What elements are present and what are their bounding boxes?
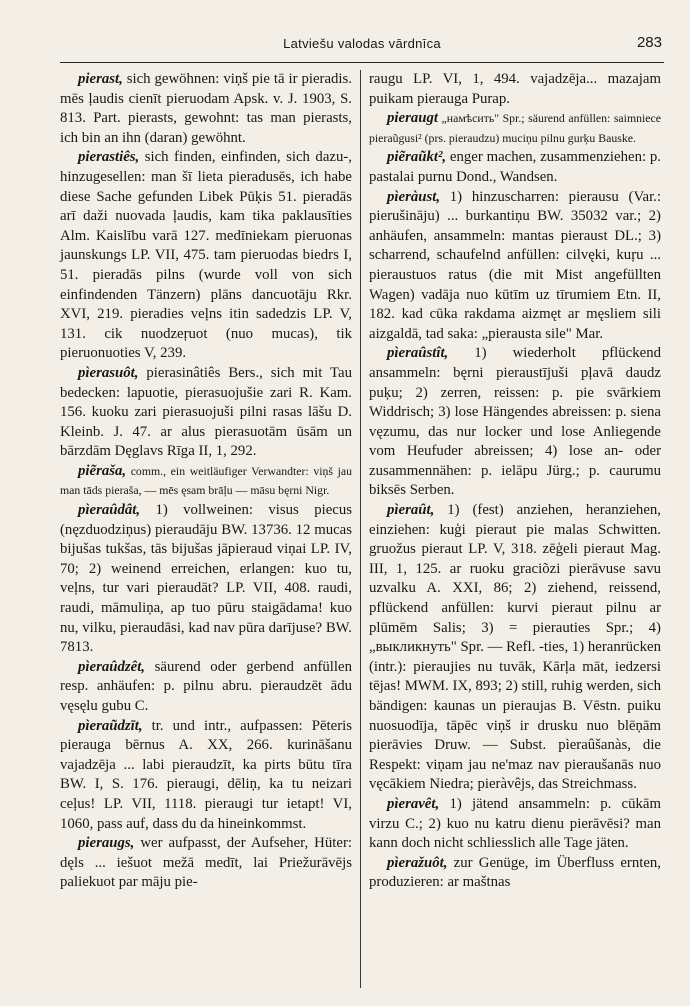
entry-text: 1) jätend ansammeln: p. cūkām virzu C.; 2) kuo nu katru dienu pierāvēsi? man kann doch nicht schliesslich alle Tage jäten. bbox=[369, 795, 661, 852]
entry-headword: piẽraũkt², bbox=[387, 149, 447, 166]
dictionary-entry bbox=[60, 658, 352, 717]
entry-headword: pieraugt bbox=[387, 110, 438, 127]
dictionary-entry bbox=[369, 501, 661, 795]
dictionary-entry bbox=[60, 364, 352, 462]
entry-text: pierasinâtiês Bers., sich mit Tau bedecken: lapuotie, pierasuojušie zari R. Kam. 156. kuoku zari pierasuojuši pilni rasas lāšu D. Kleinb. J. 47. ar alus pierasuotām ūsām un bārzdām Dęglavs Rīga II, 1, 292. bbox=[60, 364, 352, 460]
dictionary-entry bbox=[60, 717, 352, 835]
entry-text: comm., ein weitläufiger Verwandter: viņš jau man tāds pieraša, — mēs ęsam brāļu — māsu bęrni Nigr. bbox=[60, 463, 352, 498]
dictionary-entry bbox=[369, 70, 661, 109]
entry-text: sich finden, einfinden, sich dazu-, hinzugesellen: man šī lieta pieradusēs, ich habe diese Sache gefunden Libek Pūķis 51. pieradās arī daži nuovada ļaudis, kam tika paklausīties Alm. Kaislību varā 127. medīniekam pieruonas jaunskungs LP. VII, 475. tam pieruodas biedrs I, 51. pieradās pilns (wurde voll von sich einfindenden Tänzern) plāns dancuotāju Rkr. XVI, 219. pieradies veļns itin sadedzis LP. V, 131. cik nuodzeŗuot (nuo mucas), tik pieruonuoties V, 239. bbox=[60, 149, 352, 362]
page-number: 283 bbox=[636, 34, 662, 51]
entry-headword: pìeraûdzêt, bbox=[78, 658, 145, 675]
right-column bbox=[369, 70, 661, 893]
dictionary-entry bbox=[60, 148, 352, 364]
entry-headword: pierastiês, bbox=[78, 149, 140, 166]
page-header bbox=[62, 36, 662, 56]
entry-headword: pìerasuôt, bbox=[78, 364, 139, 381]
dictionary-entry bbox=[60, 501, 352, 658]
header-rule bbox=[60, 62, 664, 63]
dictionary-entry bbox=[369, 188, 661, 345]
dictionary-entry bbox=[369, 148, 661, 187]
entry-headword: pieraugs, bbox=[78, 835, 135, 852]
entry-text: sich gewöhnen: viņš pie tā ir pieradis. mēs ļaudis cienīt pieruodam Apsk. v. J. 1903, S. 813. Part. pierasts, gewohnt: tas man pierasts, ich bin an ihn (daran) gewöhnt. bbox=[60, 71, 352, 146]
entry-text: 1) (fest) anziehen, heranziehen, einziehen: kuģi pieraut pie malas Schwitten. gruožus pieraut LP. V, 318. zēģeli pieraut Mag. III, 1, 125. ar ruoku graciõzi pierāvuse savu uzvalku A. XXI, 86; 2) ziehend, reissend, pflückend anfüllen: kurvi pieraut pilnu ar plūmēm Salis; 3) = pierauties Spr.; 4) „выкликнуть" Spr. — Refl. -ties, 1) heranrücken (intr.): pieraujies nu tuvāk, Kārļa māt, iedzersi tējas! MWM. IX, 893; 2) still, ruhig werden, sich bändigen: kaunas un pieraujas B. Vēstn. puiku nuosuodīja, tāpēc viņš ir drusku nuo blēņām pierāvies Druw. — Subst. pìeraûšanàs, die Respekt: viņam jau ne'maz nav pieraušanās nuo vęcākiem Niedra; pieràvêjs, das Streichmass. bbox=[369, 502, 661, 793]
entry-text: säurend oder gerbend anfüllen resp. anhäufen: p. pilnu abru. pieraudzēt ādu vęsęlu gubu C. bbox=[60, 658, 352, 714]
entry-headword: piẽraša, bbox=[78, 462, 127, 479]
entry-text: wer aufpasst, der Aufseher, Hüter: dęls ... iešuot mežā medīt, lai Priežurāvējs paliekuot par māju pie- bbox=[60, 835, 352, 891]
entry-text: 1) vollweinen: visus piecus (nęzduodziņus) pieraudāju BW. 13736. 12 mucas bijušas tukšas, tās bijušas jāpieraud viņai LP. IV, 70; 2) weinend erreichen, erlangen: kuo tu, veļns, tur vari pieraudāt? LP. VII, 408. raudi, raudi, māmuliņa, ap tuo pūru staigādama! kuo nu, vilku, pieraudāsi, kad nav pūra darījuse? BW. 7813. bbox=[60, 502, 352, 656]
entry-text: 1) wiederholt pflückend ansammeln: bęrni pieraustījuši pļavā daudz puķu; 2) zerren, reissen: p. pie svārkiem Widdrisch; 3) lose Hängendes abreissen: p. siena vęzumu, das nur locker und lose Anliegende vom Heufuder abreissen; 4) lose an- oder zusammennähen: p. ielāpu Jürg.; p. caurumu biksēs Serben. bbox=[369, 345, 661, 499]
dictionary-entry bbox=[60, 462, 352, 501]
entry-text: „намѣсить" Spr.; säurend anfüllen: saimniece pieraũgusi² (prs. pieraudzu) muciņu pilnu gurķu Bauske. bbox=[369, 111, 661, 145]
entry-headword: pìeraût, bbox=[387, 502, 435, 519]
dictionary-entry bbox=[60, 834, 352, 893]
entry-text: raugu LP. VI, 1, 494. vajadzēja... mazajam puikam pierauga Purap. bbox=[369, 71, 661, 107]
entry-text: 1) hinzuscharren: pierausu (Var.: pierušināju) ... burkantiņu BW. 35032 var.; 2) anhäufen, ansammeln: mantas pieraust DL.; 3) scharrend, schaufelnd anfüllen: cilvęki, kuŗu ... pieraustuos ratus (die mit Mist angefüllten Wagen) vadāja nuo kūtīm uz tīrumiem Etn. II, 182. kad cūka rakdama aizmęt ar męsliem sili aizgaldā, tad saka: „pierausta sile" Mar. bbox=[369, 188, 661, 342]
left-column bbox=[60, 70, 352, 893]
entry-headword: pìeravêt, bbox=[387, 795, 440, 812]
dictionary-entry bbox=[369, 795, 661, 854]
column-divider bbox=[360, 70, 361, 988]
entry-headword: pierast, bbox=[78, 71, 123, 87]
entry-text: zur Genüge, im Überfluss ernten, produzieren: ar maštnas bbox=[369, 854, 661, 891]
entry-headword: pìeražuôt, bbox=[387, 854, 448, 871]
dictionary-entry bbox=[369, 854, 661, 893]
entry-headword: pìeraûdât, bbox=[78, 502, 141, 519]
entry-headword: pìeraũdzīt, bbox=[78, 717, 143, 734]
entry-text: tr. und intr., aufpassen: Pēteris pierauga bērnus A. XX, 266. kurināšanu vajadzēja ... labi pieraudzīt, ka pirts būtu tīra BW. I, S. 176. pieraugi, dēliņ, ka tu neizari ceļus! LP. VII, 1118. pieraugi tur ietapt! VI, 1060, pass auf, dass du da hineinkommst. bbox=[60, 717, 352, 832]
running-title: Latviešu valodas vārdnīca bbox=[283, 36, 441, 51]
entry-headword: pìeraûstît, bbox=[387, 345, 449, 362]
dictionary-entry bbox=[369, 109, 661, 148]
dictionary-entry bbox=[369, 344, 661, 501]
dictionary-entry bbox=[60, 70, 352, 148]
entry-headword: pìeràust, bbox=[387, 188, 441, 205]
entry-text: enger machen, zusammenziehen: p. pastalai purnu Dond., Wandsen. bbox=[369, 149, 661, 185]
